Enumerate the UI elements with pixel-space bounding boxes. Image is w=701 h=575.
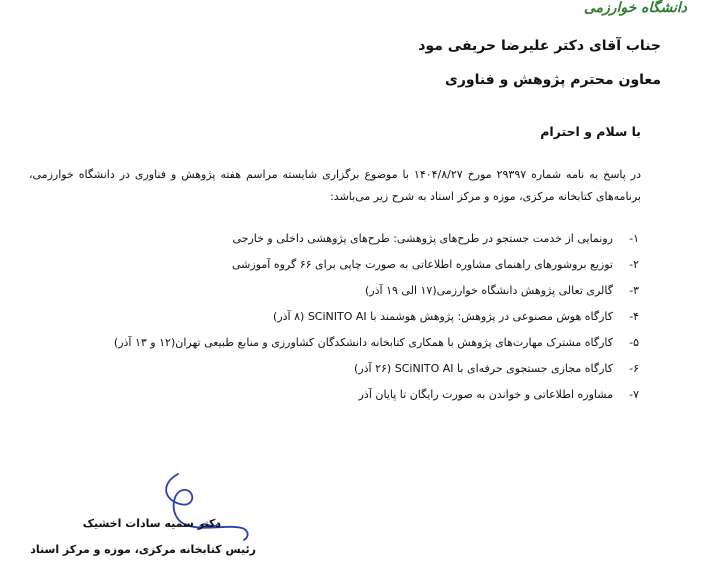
signer-title: رئیس کتابخانه مرکزی، موزه و مرکز اسناد <box>30 543 256 556</box>
list-item: ۱-رونمایی از خدمت جستجو در طرح‌های پژوهشی: طرح‌های پژوهشی داخلی و خارجی <box>232 232 639 245</box>
signer-name: دکتر سمیه سادات اخشیک <box>82 517 221 530</box>
list-item: ۲-توزیع بروشورهای راهنمای مشاوره اطلاعاتی به صورت چاپی برای ۶۶ گروه آموزشی <box>232 258 639 271</box>
university-logo: دانشگاه خوارزمی <box>583 0 687 16</box>
recipient-position: معاون محترم پژوهش و فناوری <box>444 72 661 88</box>
list-item: ۵-کارگاه مشترک مهارت‌های پژوهش با همکاری کتابخانه دانشکدگان کشاورزی و منابع طبیعی تهران(۱۲ و ۱۳ آذر) <box>113 336 639 349</box>
intro-paragraph: در پاسخ به نامه شماره ۲۹۳۹۷ مورخ ۱۴۰۴/۸/۲۷ با موضوع برگزاری شایسته مراسم هفته پژوهش و فناوری در دانشگاه خوارزمی، برنامه‌های کتابخانه مرکزی، موزه و مرکز اسناد به شرح زیر می‌باشد: <box>29 168 641 203</box>
list-item: ۳-گالری تعالی پژوهش دانشگاه خوارزمی(۱۷ الی ۱۹ آذر) <box>365 284 639 297</box>
recipient-name: جناب آقای دکتر علیرضا حریفی مود <box>418 38 661 54</box>
salutation: با سلام و احترام <box>540 124 641 139</box>
list-item: ۴-کارگاه هوش مصنوعی در پژوهش: پژوهش هوشمند با SCiNITO AI (۸ آذر) <box>273 310 639 323</box>
list-item: ۷-مشاوره اطلاعاتی و خواندن به صورت رایگان تا پایان آذر <box>358 388 639 401</box>
program-list <box>27 226 639 408</box>
handwritten-signature <box>150 470 260 550</box>
list-item: ۶-کارگاه مجازی جستجوی حرفه‌ای با SCiNITO AI (۲۶ آذر) <box>354 362 639 375</box>
